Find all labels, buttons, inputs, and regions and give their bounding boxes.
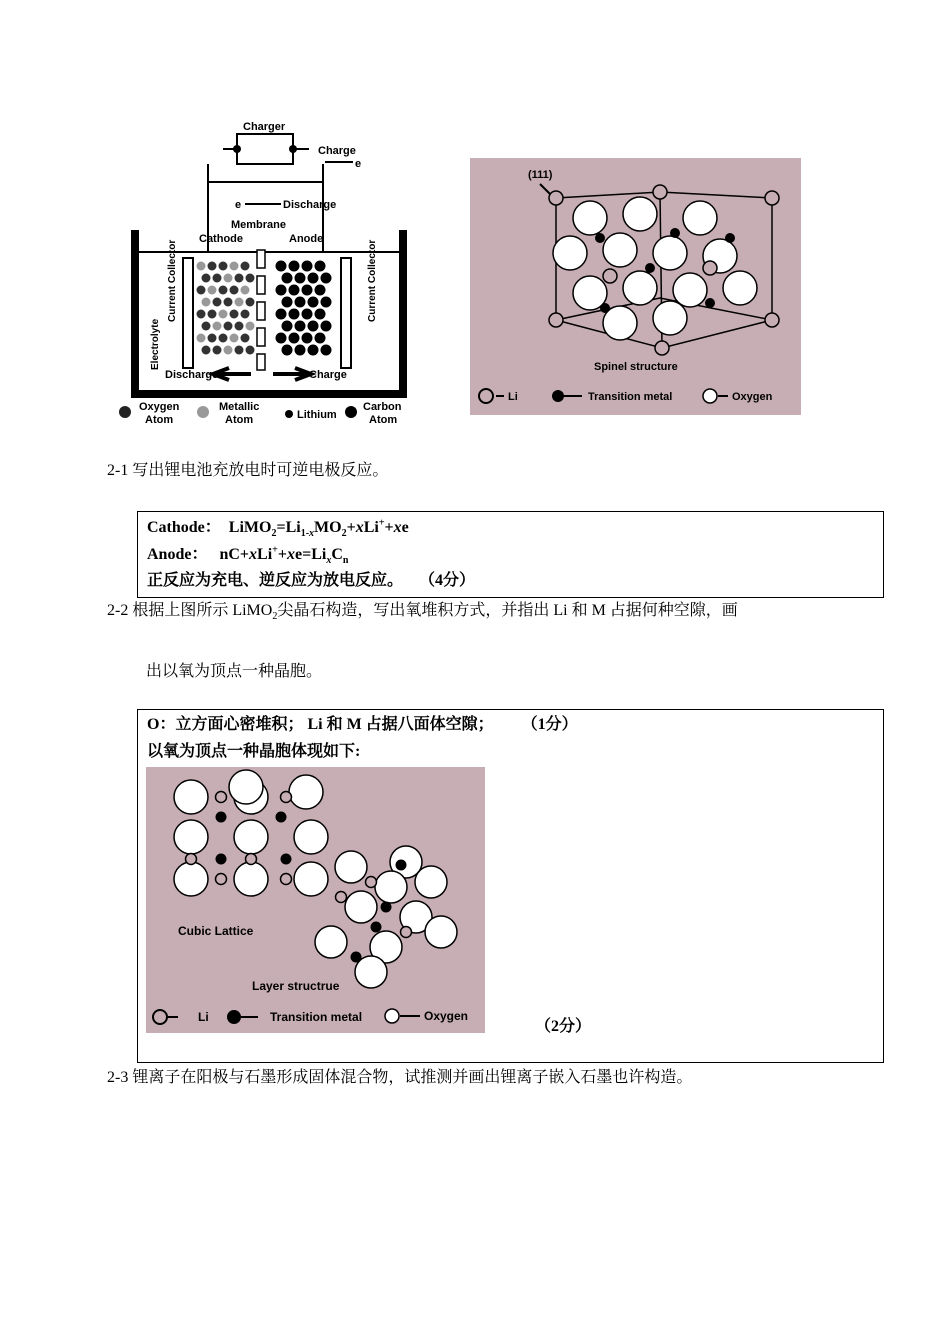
oxygen-sphere — [345, 891, 377, 923]
anode-atom — [315, 309, 326, 320]
li-sphere — [246, 854, 257, 865]
anode-atom — [321, 273, 332, 284]
spinel-legend-oxygen: Oxygen — [732, 391, 773, 403]
li-sphere — [765, 191, 779, 205]
spinel-structure-figure — [470, 158, 801, 415]
oxygen-sphere — [174, 820, 208, 854]
question-2-2-line2: 出以氧为顶点一种晶胞。 — [146, 663, 323, 680]
li-sphere — [549, 191, 563, 205]
oxygen-sphere — [315, 926, 347, 958]
cathode-atom — [213, 322, 222, 331]
tm-sphere — [670, 228, 680, 238]
cathode-atom — [197, 310, 206, 319]
tm-sphere — [281, 854, 292, 865]
packing-answer: O：立方面心密堆积； Li 和 M 占据八面体空隙； （1分） — [147, 716, 578, 733]
spinel-legend-tm: Transition metal — [588, 391, 673, 403]
anode-atom — [321, 297, 332, 308]
oxygen-sphere — [335, 851, 367, 883]
cathode-atom — [202, 322, 211, 331]
cathode-atom — [246, 274, 255, 283]
anode-atom — [282, 297, 293, 308]
cathode-atom — [197, 262, 206, 271]
tm-sphere — [216, 854, 227, 865]
anode-atom — [308, 273, 319, 284]
question-2-1: 2-1 写出锂电池充放电时可逆电极反应。 — [107, 462, 389, 479]
oxygen-sphere — [375, 871, 407, 903]
anode-atom — [315, 285, 326, 296]
oxygen-sphere — [723, 271, 757, 305]
spinel-title: Spinel structure — [594, 361, 678, 373]
oxygen-sphere — [653, 236, 687, 270]
li-sphere — [653, 185, 667, 199]
cathode-atom — [246, 322, 255, 331]
answer-box-2-1 — [137, 511, 884, 598]
anode-atoms — [276, 261, 332, 356]
anode-atom — [276, 261, 287, 272]
cathode-atom — [224, 322, 233, 331]
oxygen-sphere — [294, 820, 328, 854]
cathode-atom — [224, 346, 233, 355]
score-2-2a: （1分） — [521, 716, 578, 733]
anode-atom — [308, 345, 319, 356]
score-2-2b: （2分） — [535, 1018, 592, 1035]
cathode-atom — [235, 346, 244, 355]
cathode-atoms — [197, 262, 255, 355]
cathode-atom — [241, 310, 250, 319]
li-sphere — [186, 854, 197, 865]
oxygen-sphere — [623, 197, 657, 231]
charge-top-label: Charge — [318, 145, 356, 157]
li-sphere — [401, 927, 412, 938]
li-sphere — [216, 792, 227, 803]
anode-label: Anode — [289, 233, 324, 245]
cathode-atom — [230, 334, 239, 343]
anode-atom — [302, 309, 313, 320]
cathode-atom — [246, 346, 255, 355]
cathode-atom — [208, 334, 217, 343]
oxygen-sphere — [553, 236, 587, 270]
oxygen-sphere — [229, 770, 263, 804]
legend-carbon: Carbon Atom — [363, 401, 402, 426]
cathode-atom — [235, 298, 244, 307]
legend-oxygen — [139, 401, 180, 426]
cubic-layer-figure — [146, 767, 485, 1033]
li-sphere — [281, 792, 292, 803]
cathode-atom — [213, 274, 222, 283]
anode-atom — [302, 285, 313, 296]
layer-structure-label: Layer structrue — [252, 979, 340, 993]
charger-label: Charger — [243, 121, 286, 133]
charger-box — [237, 134, 293, 164]
anode-atom — [289, 261, 300, 272]
anode-atom — [276, 333, 287, 344]
cathode-atom — [230, 262, 239, 271]
oxygen-sphere — [425, 916, 457, 948]
anode-atom — [321, 321, 332, 332]
battery-diagram — [113, 112, 413, 430]
oxygen-sphere — [234, 862, 268, 896]
anode-atom — [276, 285, 287, 296]
lattice-legend-li: Li — [198, 1010, 209, 1024]
tm-sphere — [276, 812, 287, 823]
legend-metallic: Metallic Atom — [219, 401, 260, 426]
anode-atom — [289, 285, 300, 296]
li-sphere — [366, 877, 377, 888]
anode-atom — [282, 273, 293, 284]
tm-sphere — [600, 303, 610, 313]
question-2-2-line1: 2-2 根据上图所示 LiMO$_2$尖晶石构造，写出氧堆积方式，并指出 Li 和 M 占据何种空隙，画 — [107, 602, 738, 623]
charge-bottom-label: Charge — [309, 369, 347, 381]
oxygen-sphere — [573, 201, 607, 235]
anode-atom — [315, 333, 326, 344]
tm-sphere — [705, 298, 715, 308]
current-collector-left: Current Collector — [167, 239, 178, 322]
cathode-atom — [208, 286, 217, 295]
li-sphere — [603, 269, 617, 283]
oxygen-sphere — [289, 775, 323, 809]
cathode-atom — [197, 334, 206, 343]
cathode-atom — [230, 310, 239, 319]
cathode-atom — [202, 274, 211, 283]
tm-sphere — [595, 233, 605, 243]
cathode-atom — [230, 286, 239, 295]
li-sphere — [281, 874, 292, 885]
legend-oxygen-1: Oxygen — [139, 401, 180, 413]
cathode-atom — [235, 274, 244, 283]
tm-sphere — [371, 922, 382, 933]
anode-atom — [302, 333, 313, 344]
electrolyte-label: Electrolyte — [150, 318, 161, 370]
anode-atom — [295, 297, 306, 308]
cathode-atom — [202, 298, 211, 307]
li-sphere — [336, 892, 347, 903]
anode-atom — [295, 273, 306, 284]
answer-box-2-2 — [137, 709, 884, 1063]
anode-atom — [289, 309, 300, 320]
legend-lithium: Lithium — [297, 409, 337, 421]
anode-atom — [295, 321, 306, 332]
score-2-1: （4分） — [419, 572, 476, 589]
cathode-atom — [224, 274, 233, 283]
oxygen-sphere — [683, 201, 717, 235]
cathode-atom — [219, 262, 228, 271]
cathode-atom — [208, 310, 217, 319]
oxygen-sphere — [673, 273, 707, 307]
membrane-label: Membrane — [231, 219, 287, 231]
lattice-legend-tm: Transition metal — [270, 1010, 363, 1024]
cathode-atom — [235, 322, 244, 331]
cathode-atom — [213, 346, 222, 355]
oxygen-sphere — [623, 271, 657, 305]
cathode-atom — [241, 262, 250, 271]
anode-reaction: Anode： $nC+xLi^++xe=Li_xC_n$ — [147, 544, 349, 567]
cathode-atom — [241, 334, 250, 343]
tm-sphere — [725, 233, 735, 243]
lattice-legend-oxygen: Oxygen — [424, 1009, 469, 1023]
tm-sphere — [396, 860, 407, 871]
plane-111-label: (111) — [528, 169, 553, 181]
cathode-atom — [219, 310, 228, 319]
current-collector-right: Current Collector — [367, 239, 378, 322]
reaction-note: 正反应为充电、逆反应为放电反应。 （4分） — [147, 572, 476, 589]
question-2-3: 2-3 锂离子在阳极与石墨形成固体混合物，试推测并画出锂离子嵌入石墨也许构造。 — [107, 1069, 693, 1086]
anode-atom — [321, 345, 332, 356]
cathode-atom — [219, 286, 228, 295]
oxygen-sphere — [415, 866, 447, 898]
anode-atom — [276, 309, 287, 320]
anode-atom — [289, 333, 300, 344]
cathode-atom — [246, 298, 255, 307]
li-sphere — [549, 313, 563, 327]
cell-answer-intro: 以氧为顶点一种晶胞体现如下: — [147, 743, 361, 760]
anode-atom — [308, 297, 319, 308]
oxygen-sphere — [174, 862, 208, 896]
anode-atom — [308, 321, 319, 332]
cathode-reaction: Cathode： $LiMO_2=Li_{1-x}MO_2+xLi^++xe$ — [147, 517, 409, 540]
li-sphere — [655, 341, 669, 355]
oxygen-sphere — [603, 233, 637, 267]
oxygen-sphere — [174, 780, 208, 814]
li-sphere — [216, 874, 227, 885]
anode-atom — [295, 345, 306, 356]
oxygen-sphere — [653, 301, 687, 335]
oxygen-sphere — [294, 862, 328, 896]
oxygen-sphere — [234, 820, 268, 854]
discharge-arrow-label: Discharge — [283, 199, 337, 211]
e-right-label: e — [355, 158, 362, 170]
anode-atom — [282, 345, 293, 356]
anode-atom — [315, 261, 326, 272]
cubic-lattice-label: Cubic Lattice — [178, 924, 254, 938]
li-sphere — [703, 261, 717, 275]
anode-atom — [282, 321, 293, 332]
cathode-atom — [197, 286, 206, 295]
anode-atom — [302, 261, 313, 272]
li-sphere — [765, 313, 779, 327]
tm-sphere — [645, 263, 655, 273]
cathode-atom — [241, 286, 250, 295]
cathode-atom — [208, 262, 217, 271]
cathode-label: Cathode — [199, 233, 243, 245]
tm-sphere — [216, 812, 227, 823]
spinel-legend-li: Li — [508, 391, 518, 403]
tm-sphere — [351, 952, 362, 963]
cathode-atom — [219, 334, 228, 343]
tm-sphere — [381, 902, 392, 913]
legend-oxygen-2: Atom — [145, 414, 174, 426]
e-left-label: e — [235, 199, 242, 211]
discharge-label: Discharge — [165, 369, 219, 381]
cathode-atom — [213, 298, 222, 307]
cathode-atom — [202, 346, 211, 355]
cathode-atom — [224, 298, 233, 307]
membrane — [257, 250, 265, 370]
